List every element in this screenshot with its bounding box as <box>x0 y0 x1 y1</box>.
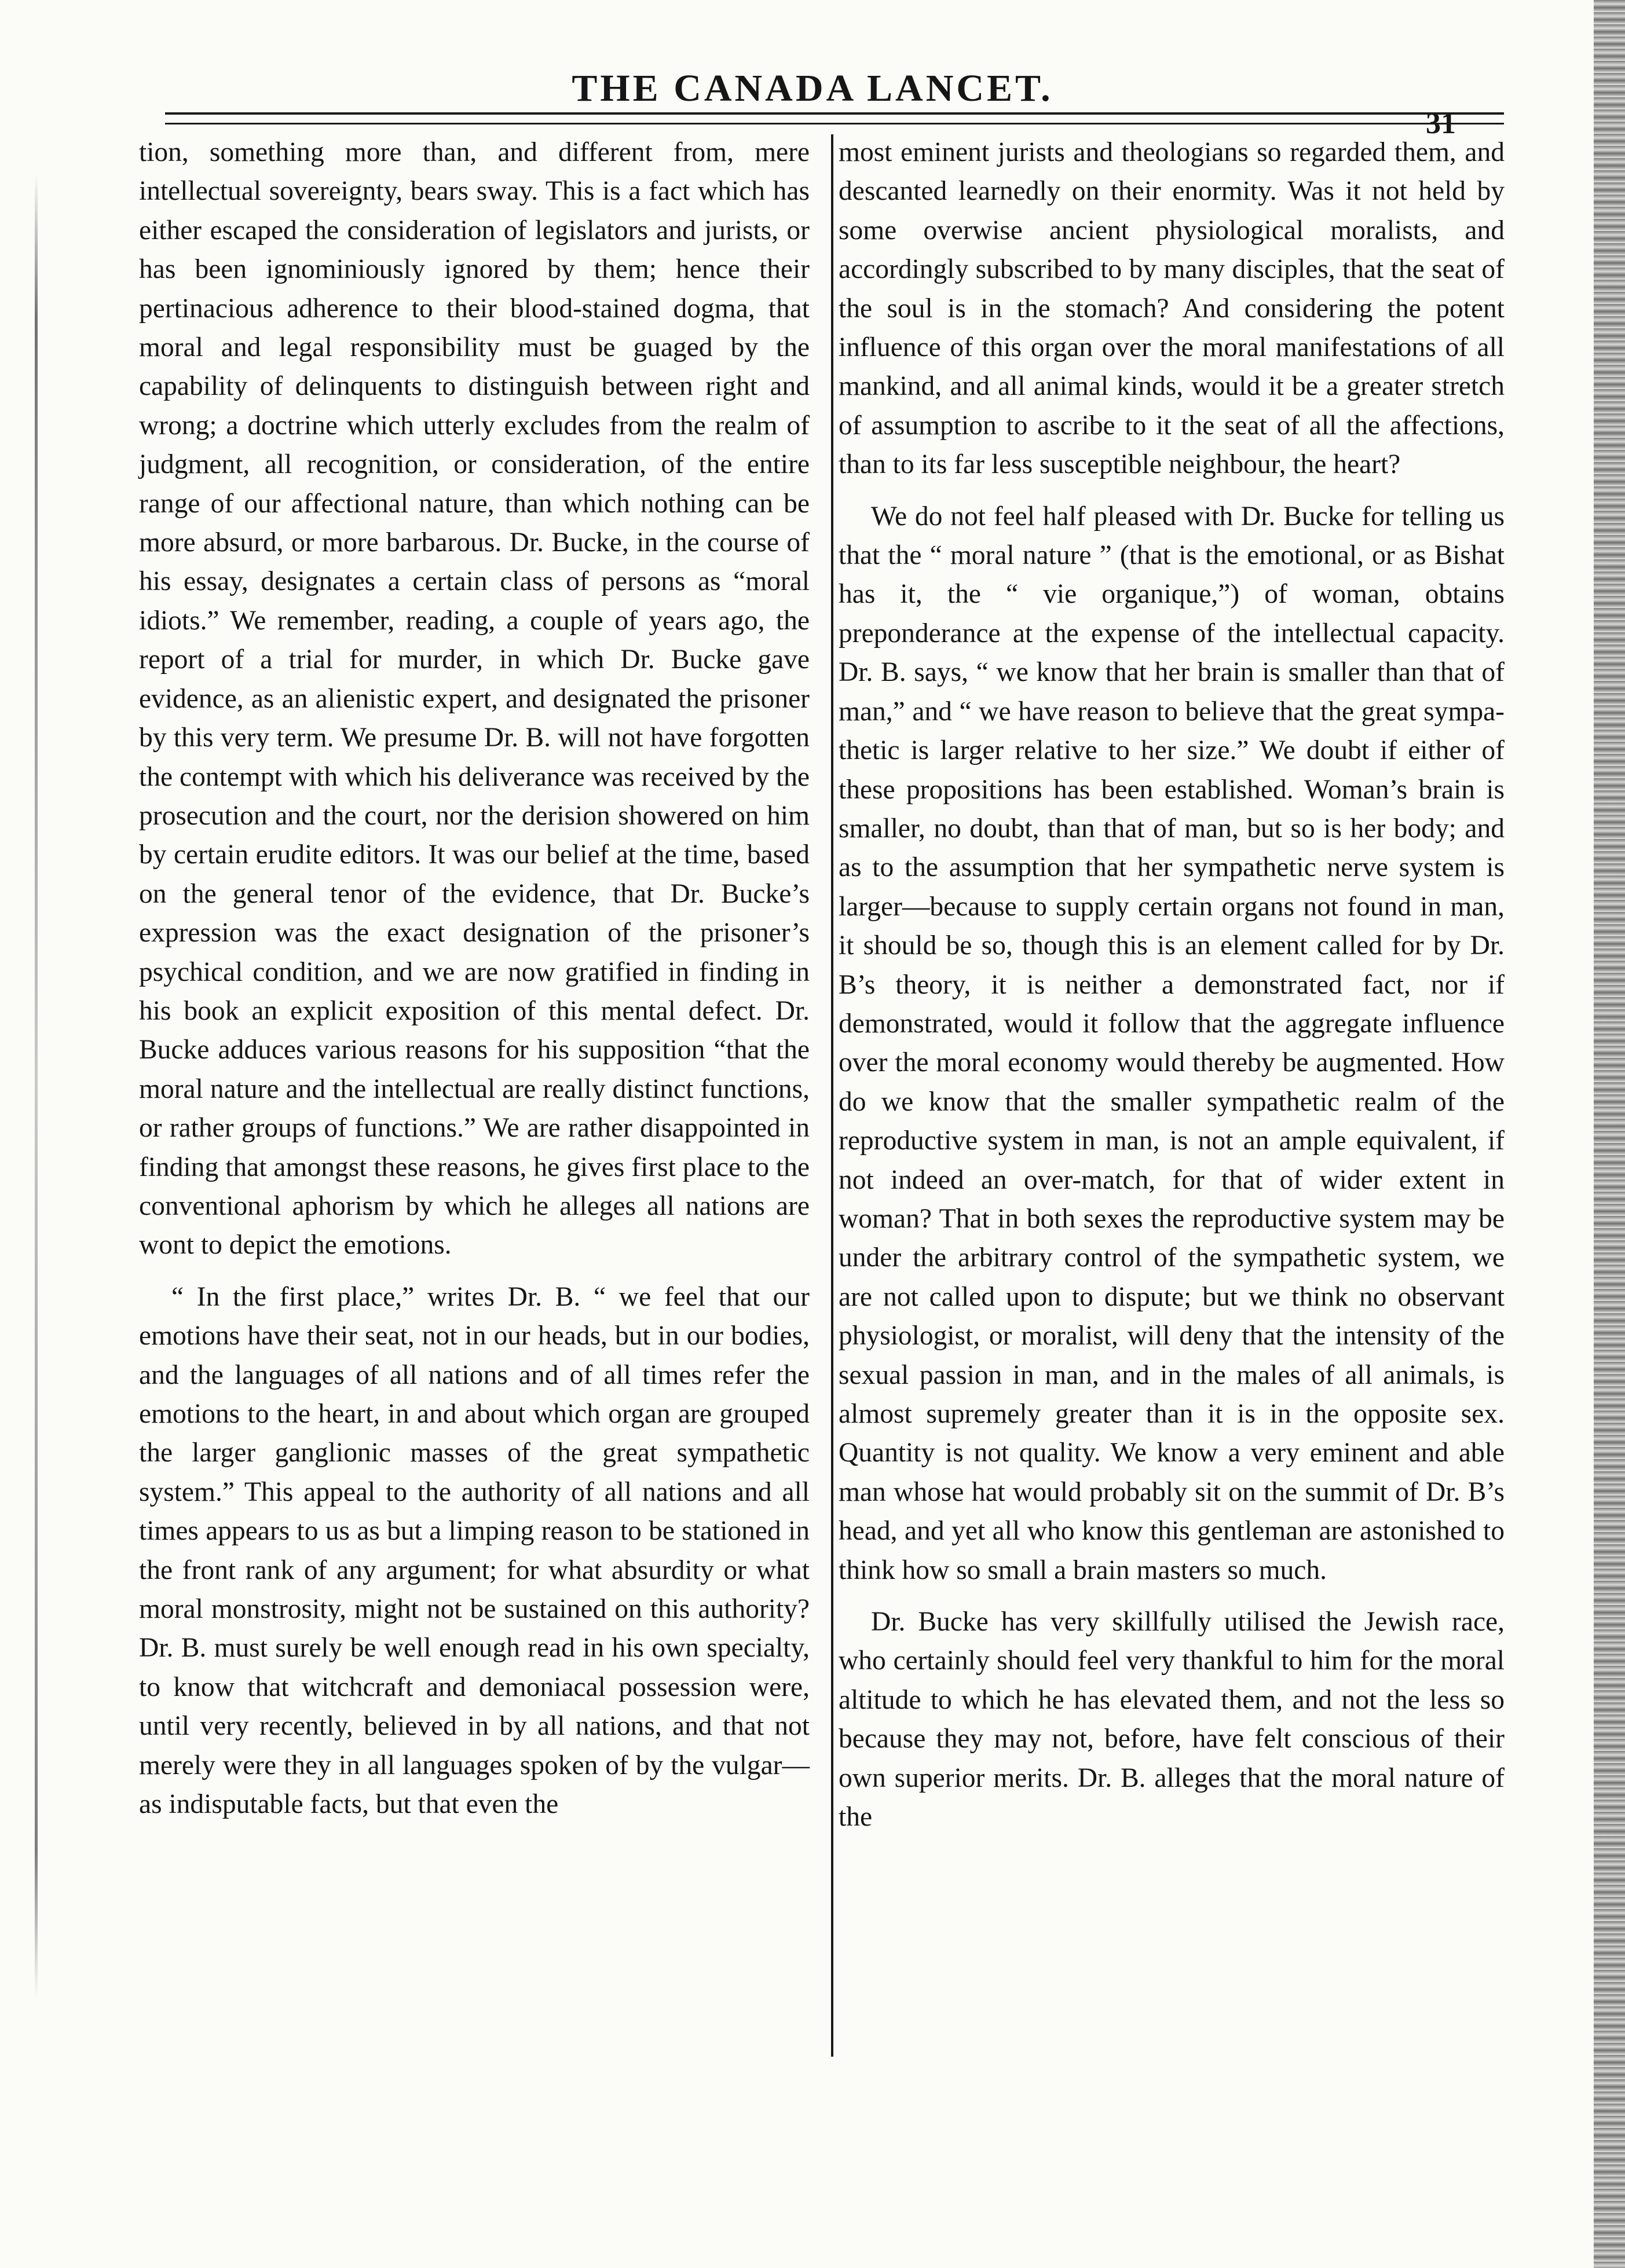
page-number: 31 <box>1426 107 1456 140</box>
scan-edge-shadow-right <box>1594 0 1625 2268</box>
paragraph: most eminent jurists and theologians so regarded them, and descanted learnedly on their enormity. Was it not held by some overwise ancient physiological moralists, and accordingly subscribed to by many disciples, that the seat of the soul is in the stomach? And considering the potent influence of this organ over the moral manifestations of all mankind, and all animal kinds, would it be a greater stretch of assumption to ascribe to it the seat of all the affections, than to its far less susceptible neighbour, the heart? <box>839 137 1505 480</box>
paragraph: “ In the first place,” writes Dr. B. “ we feel that our emotions have their seat, not in our heads, but in our bodies, and the languages of all nations and of all times refer the emotions to the heart, in and about which organ are grouped the larger ganglionic masses of the great sympathetic system.” This appeal to the authority of all nations and all times appears to us as but a limping reason to be stationed in the front rank of any argument; for what absurdity or what moral monstrosity, might not be sustained on this authority? Dr. B. must surely be well enough read in his own specialty, to know that witchcraft and demoniacal possession were, until very recently, believed in by all nations, and that not merely were they in all languages spoken of by the vulgar—as indisputable facts, but that even the <box>139 1281 810 1820</box>
header-rule-top <box>165 112 1504 115</box>
header-rule-bottom <box>165 123 1504 124</box>
paragraph: Dr. Bucke has very skillfully utilised the Jewish race, who certainly should feel very thankful to him for the moral altitude to which he has elevated them, and not the less so because they may not, before, have felt conscious of their own superior merits. Dr. B. alleges that the moral nature of the <box>839 1607 1505 1833</box>
column-divider <box>831 134 833 2057</box>
scan-edge-shadow <box>35 174 38 1998</box>
right-column <box>839 133 1505 1837</box>
running-title: THE CANADA LANCET. <box>572 67 1053 109</box>
left-column <box>139 133 810 1824</box>
paragraph: We do not feel half pleased with Dr. Bucke for telling us that the “ moral nature ” (that is the emotional, or as Bishat has it, the “ vie organique,”) of woman, obtains preponderance at the expense of the intellectual capacity. Dr. B. says, “ we know that her brain is smaller than that of man,” and “ we have reason to believe that the great sympathetic is larger relative to her size.” We doubt if either of these propositions has been established. Woman’s brain is smaller, no doubt, than that of man, but so is her body; and as to the assumption that her sympathetic nerve system is larger—because to supply certain organs not found in man, it should be so, though this is an element called for by Dr. B’s theory, it is neither a demonstrated fact, nor if demonstrated, would it follow that the aggregate influence over the moral economy would thereby be augmented. How do we know that the smaller sympathetic realm of the reproductive system in man, is not an ample equivalent, if not indeed an over-match, for that of wider extent in woman? That in both sexes the reproductive system may be under the arbitrary control of the sympathetic system, we are not called upon to dispute; but we think no observant physiologist, or moralist, will deny that the intensity of the sexual passion in man, and in the males of all animals, is almost supremely greater than it is in the opposite sex. Quantity is not quality. We know a very eminent and able man whose hat would probably sit on the summit of Dr. B’s head, and yet all who know this gentleman are astonished to think how so small a brain masters so much. <box>839 501 1505 1585</box>
paragraph: tion, something more than, and different from, mere intellectual sovereignty, bears sway. This is a fact which has either escaped the consideration of legislators and jurists, or has been ignominiously ignored by them; hence their pertinacious adherence to their blood-stained dogma, that moral and legal responsibility must be guaged by the capability of delinquents to distinguish between right and wrong; a doctrine which utterly excludes from the realm of judgment, all recognition, or consideration, of the entire range of our affectional nature, than which nothing can be more absurd, or more barbarous. Dr. Bucke, in the course of his essay, designates a certain class of persons as “moral idiots.” We remember, reading, a couple of years ago, the report of a trial for murder, in which Dr. Bucke gave evidence, as an alienistic expert, and designated the prisoner by this very term. We presume Dr. B. will not have forgotten the contempt with which his deliverance was received by the prosecution and the court, nor the derision showered on him by certain erudite editors. It was our belief at the time, based on the general tenor of the evidence, that Dr. Bucke’s expression was the exact designation of the prisoner’s psychical condition, and we are now gratified in finding in his book an explicit exposition of this mental defect. Dr. Bucke adduces various reasons for his supposition “that the moral nature and the intellectual are really distinct functions, or rather groups of functions.” We are rather disappointed in finding that amongst these reasons, he gives first place to the conventional aphorism by which he alleges all nations are wont to depict the emotions. <box>139 137 810 1261</box>
